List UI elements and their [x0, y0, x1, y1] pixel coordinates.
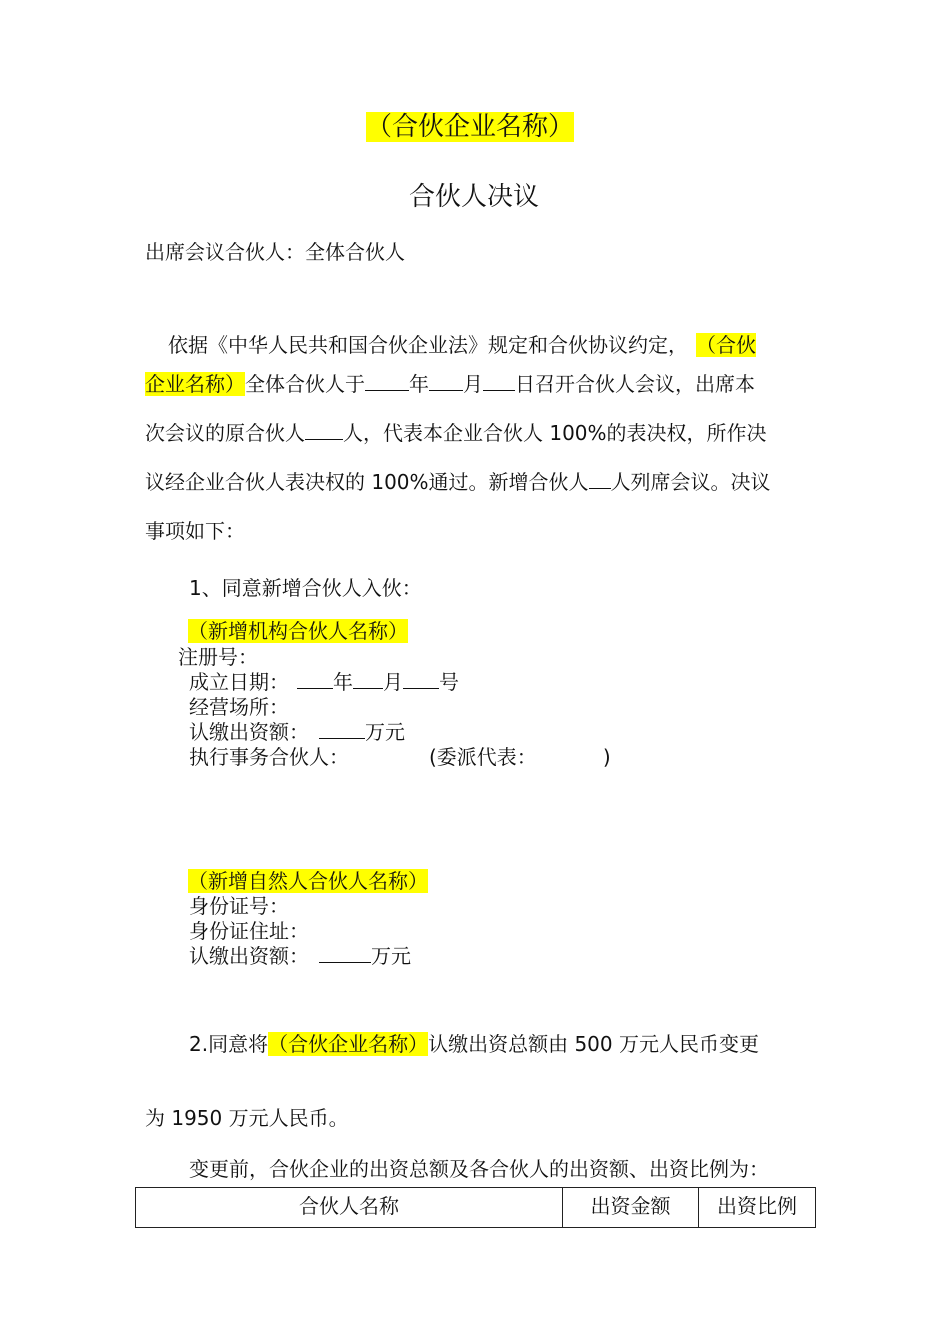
founded-label: 成立日期： — [189, 670, 289, 694]
company-name-placeholder: （合伙 — [696, 333, 756, 357]
year-label: 年 — [409, 372, 429, 396]
day-label: 号 — [439, 670, 459, 694]
blank-month — [353, 670, 383, 689]
blank-count — [305, 421, 343, 440]
intro-text: 全体合伙人于 — [245, 372, 365, 396]
intro-line-2 — [145, 368, 755, 397]
company-name-title — [366, 106, 574, 143]
intro-text: 议经企业合伙人表决权的 100%通过。新增合伙人 — [145, 470, 589, 494]
intro-text: 人，代表本企业合伙人 100%的表决权，所作决 — [343, 421, 767, 445]
subscribed-label: 认缴出资额： — [189, 720, 309, 744]
subscribed-label: 认缴出资额： — [189, 944, 309, 968]
delegate-label: (委派代表： — [429, 745, 537, 769]
id-no-label: 身份证号： — [189, 894, 289, 918]
document-title: 合伙人决议 — [409, 182, 540, 212]
blank-amount — [319, 720, 365, 739]
premises-label: 经营场所： — [189, 695, 289, 719]
unit-label: 万元 — [365, 720, 405, 744]
delegate-close: ) — [602, 745, 611, 769]
intro-line-4 — [145, 466, 771, 495]
intro-text: 依据《中华人民共和国合伙企业法》规定和合伙协议约定， — [168, 333, 688, 357]
new-org-partner-name — [188, 615, 408, 644]
org-name-placeholder: （新增机构合伙人名称） — [188, 619, 408, 643]
header-amount: 出资金额 — [563, 1188, 699, 1228]
id-address-label: 身份证住址： — [189, 919, 309, 943]
year-label: 年 — [333, 670, 353, 694]
blank-year — [365, 372, 409, 391]
intro-line-3 — [145, 417, 767, 446]
item1-heading: 1、同意新增合伙人入伙： — [189, 576, 422, 600]
blank-amount — [319, 944, 371, 963]
person-name-placeholder: （新增自然人合伙人名称） — [188, 869, 428, 893]
company-name-placeholder: （合伙企业名称） — [366, 112, 575, 142]
intro-text: 人列席会议。决议 — [610, 470, 771, 494]
unit-label: 万元 — [371, 944, 411, 968]
month-label: 月 — [383, 670, 403, 694]
blank-new-count — [589, 470, 611, 489]
blank-day — [403, 670, 439, 689]
intro-text: 日召开合伙人会议，出席本 — [515, 372, 755, 396]
intro-line-1 — [168, 329, 756, 358]
reg-no-label: 注册号： — [178, 645, 258, 669]
header-ratio: 出资比例 — [699, 1188, 816, 1228]
intro-line-5: 事项如下： — [145, 519, 245, 543]
company-name-placeholder: （合伙企业名称） — [268, 1032, 429, 1056]
item2-line-1 — [189, 1028, 759, 1057]
subscribed-capital-line-2 — [189, 940, 411, 969]
item2-line-2: 为 1950 万元人民币。 — [145, 1106, 349, 1130]
item2-text: 2.同意将 — [189, 1032, 269, 1056]
intro-text: 次会议的原合伙人 — [145, 421, 305, 445]
blank-month — [429, 372, 463, 391]
blank-year — [297, 670, 333, 689]
company-name-placeholder: 企业名称） — [145, 372, 245, 396]
header-partner-name: 合伙人名称 — [136, 1188, 563, 1228]
exec-partner-line — [189, 741, 611, 770]
item2-text: 认缴出资总额由 500 万元人民币变更 — [428, 1032, 759, 1056]
before-change-line: 变更前，合伙企业的出资总额及各合伙人的出资额、出资比例为： — [189, 1157, 769, 1181]
table-header-row — [136, 1188, 816, 1228]
blank-day — [483, 372, 515, 391]
exec-partner-label: 执行事务合伙人： — [189, 745, 349, 769]
month-label: 月 — [463, 372, 483, 396]
capital-table — [135, 1187, 816, 1228]
attendees-line: 出席会议合伙人：全体合伙人 — [145, 240, 405, 264]
